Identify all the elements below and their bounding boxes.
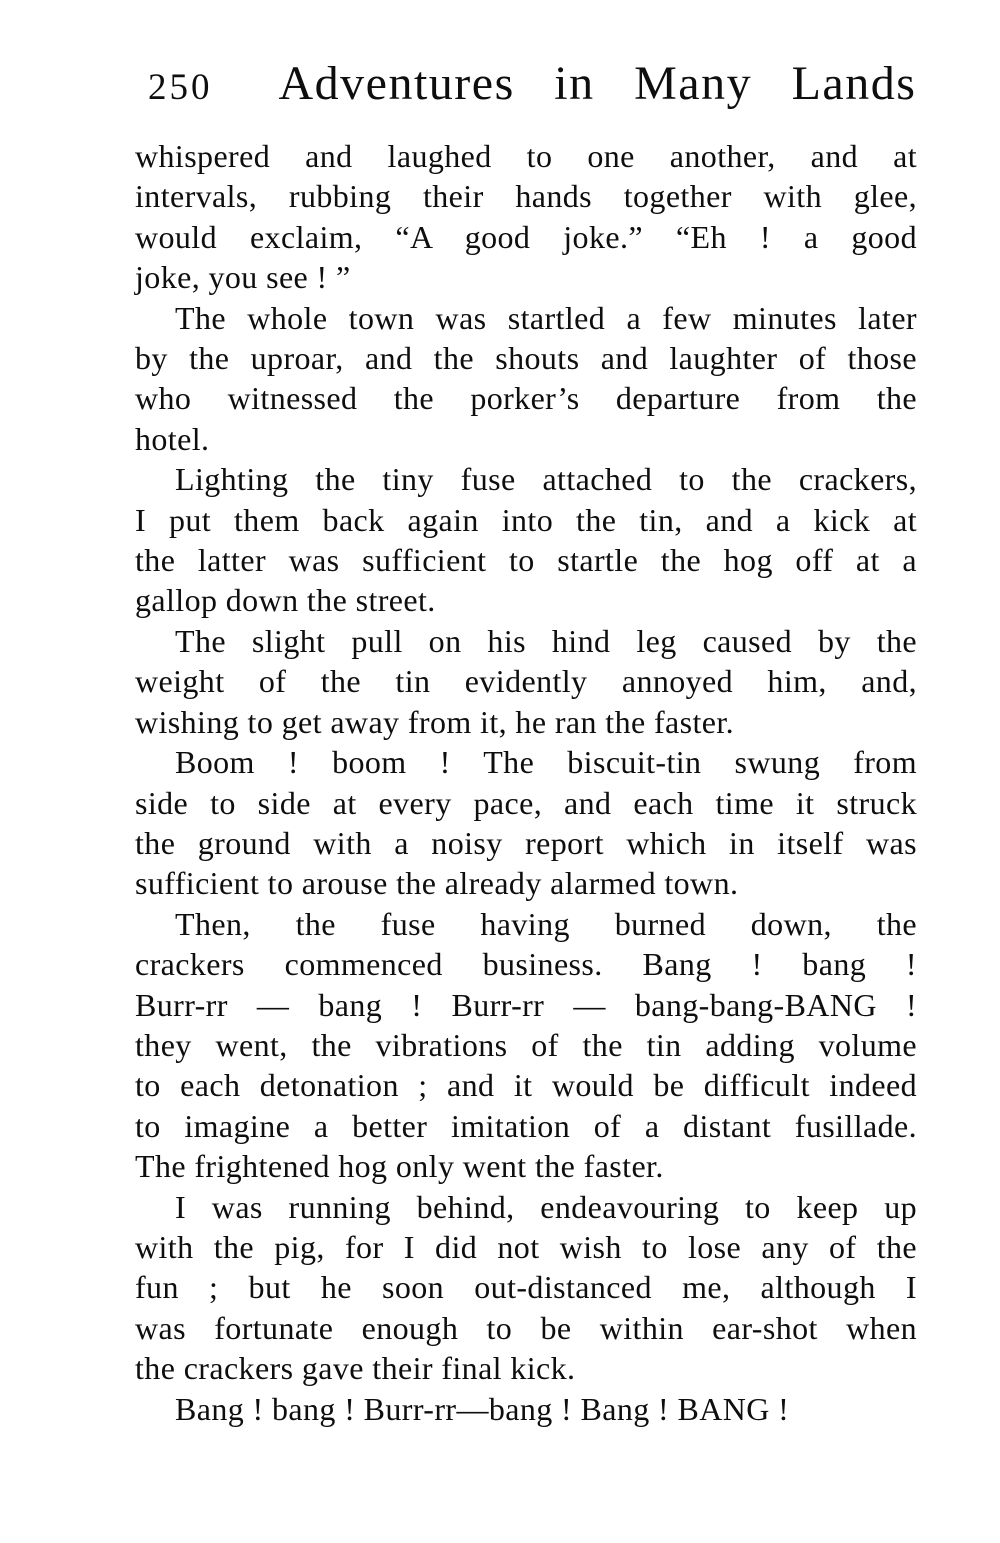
- text-line: to each detonation ; and it would be difficult indeed: [135, 1067, 917, 1104]
- text-line: intervals, rubbing their hands together with glee,: [135, 178, 917, 215]
- text-line: I was running behind, endeavouring to keep up: [175, 1188, 917, 1225]
- text-line: whispered and laughed to one another, and at: [135, 138, 917, 174]
- text-line: wishing to get away from it, he ran the faster.: [135, 703, 735, 740]
- paragraph: [135, 459, 917, 621]
- text-line: the latter was sufficient to startle the hog off at a: [135, 542, 917, 579]
- text-line: Then, the fuse having burned down, the: [175, 905, 917, 942]
- paragraph: [135, 298, 917, 460]
- paragraph: [135, 621, 917, 742]
- paragraph: [135, 742, 917, 904]
- text-line: Boom ! boom ! The biscuit-tin swung from: [175, 744, 917, 781]
- text-line: who witnessed the porker’s departure from the: [135, 380, 917, 417]
- page-title: Adventures in Many Lands: [278, 57, 917, 110]
- text-line: to imagine a better imitation of a distant fusillade.: [135, 1107, 917, 1144]
- text-line: by the uproar, and the shouts and laughter of those: [135, 340, 917, 377]
- text-line: fun ; but he soon out-distanced me, although I: [135, 1269, 917, 1306]
- running-header: [148, 56, 920, 111]
- text-line: sufficient to arouse the already alarmed town.: [135, 865, 739, 902]
- text-line: weight of the tin evidently annoyed him, and,: [135, 663, 917, 700]
- text-line: The slight pull on his hind leg caused by the: [175, 622, 917, 659]
- text-line: Bang ! bang ! Burr-rr—bang ! Bang ! BANG !: [175, 1390, 790, 1427]
- paragraph: [135, 904, 917, 1187]
- text-line: The whole town was startled a few minutes later: [175, 299, 917, 336]
- text-line: Burr-rr — bang ! Burr-rr — bang-bang-BANG !: [135, 986, 917, 1023]
- text-line: would exclaim, “A good joke.” “Eh ! a good: [135, 218, 917, 255]
- text-line: with the pig, for I did not wish to lose any of the: [135, 1228, 917, 1265]
- text-block: [135, 136, 917, 1429]
- text-line: was fortunate enough to be within ear-shot when: [135, 1309, 917, 1346]
- text-line: hotel.: [135, 420, 210, 457]
- text-line: I put them back again into the tin, and a kick at: [135, 501, 917, 538]
- paragraph: [135, 1187, 917, 1389]
- text-line: joke, you see ! ”: [135, 259, 351, 296]
- page-number: 250: [148, 67, 213, 108]
- paragraph: [135, 1389, 917, 1429]
- text-line: The frightened hog only went the faster.: [135, 1148, 664, 1185]
- text-line: side to side at every pace, and each time it struck: [135, 784, 917, 821]
- text-line: the ground with a noisy report which in itself was: [135, 824, 917, 861]
- text-line: the crackers gave their final kick.: [135, 1350, 576, 1387]
- text-line: gallop down the street.: [135, 582, 436, 619]
- text-line: Lighting the tiny fuse attached to the crackers,: [175, 461, 917, 498]
- text-line: crackers commenced business. Bang ! bang !: [135, 946, 917, 983]
- text-line: they went, the vibrations of the tin adding volume: [135, 1026, 917, 1063]
- paragraph: [135, 136, 917, 298]
